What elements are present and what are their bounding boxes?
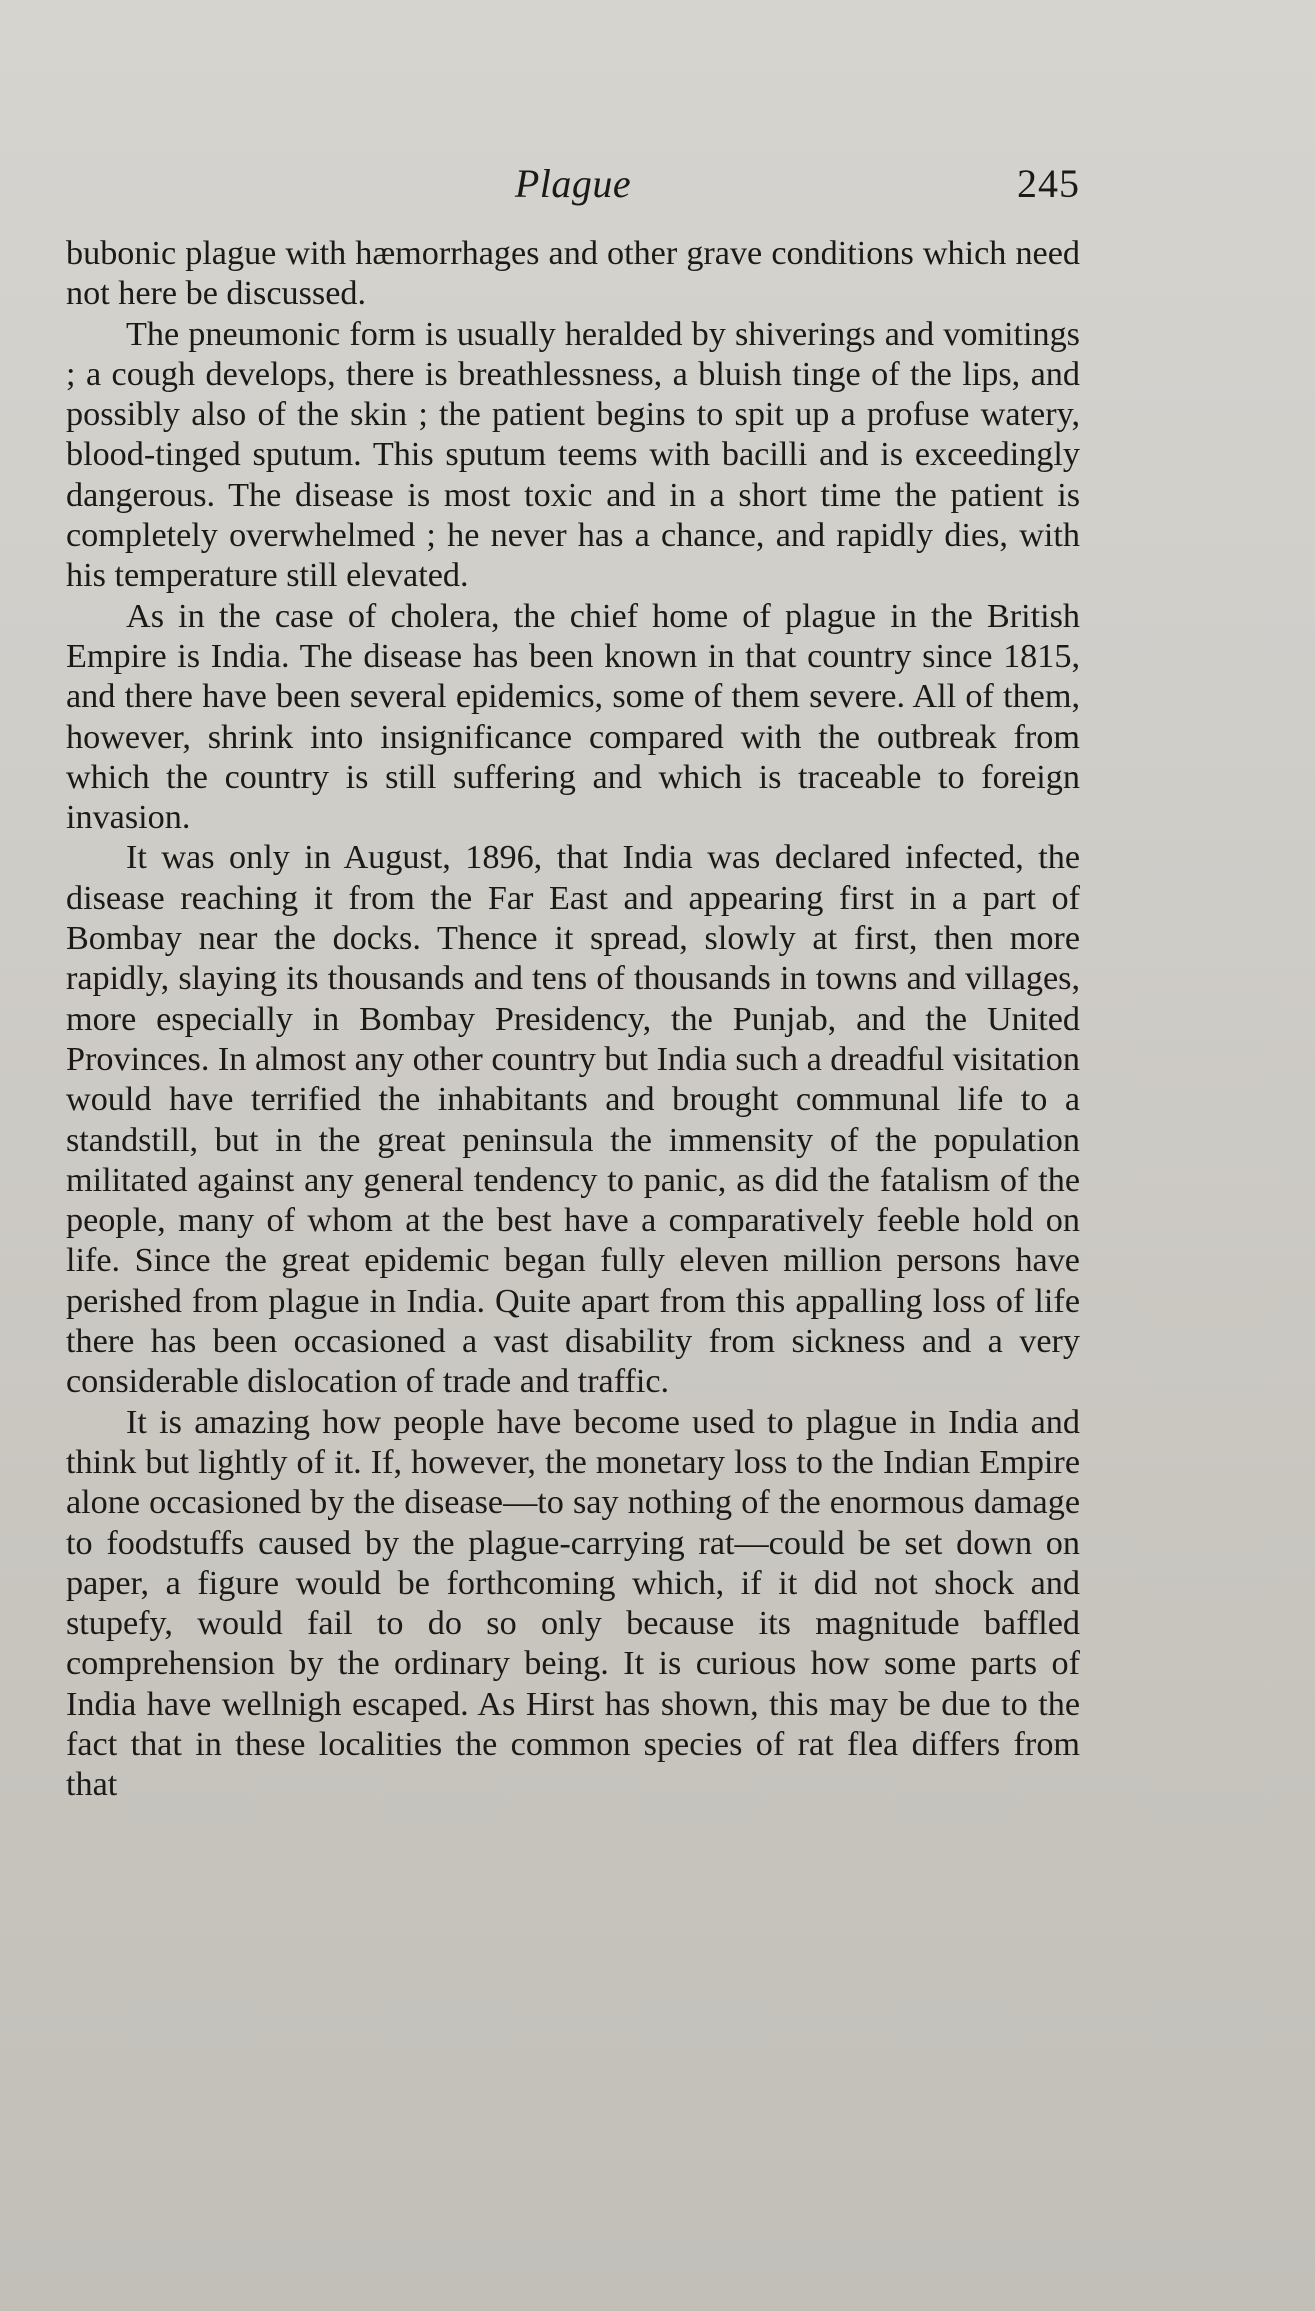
page-number: 245 — [1017, 161, 1080, 206]
paragraph-pneumonic-form: The pneumonic form is usually heralded by shiverings and vomitings ; a cough develops, there is breathlessness, a bluish tinge of the lips, and possibly also of the skin ; the patient begins to spit up a profuse watery, blood-tinged sputum. This sputum teems with bacilli and is exceedingly dangerous. The disease is most toxic and in a short time the patient is completely overwhelmed ; he never has a chance, and rapidly dies, with his temperature still elevated. — [66, 315, 1080, 595]
paragraph-monetary-loss: It is amazing how people have become used to plague in India and think but lightly of it. If, however, the monetary loss to the Indian Empire alone occasioned by the disease—to say nothing of the enormous damage to foodstuffs caused by the plague-carrying rat—could be set down on paper, a figure would be forthcoming which, if it did not shock and stupefy, would fail to do so only because its magnitude baffled comprehension by the ordinary being. It is curious how some parts of India have wellnigh escaped. As Hirst has shown, this may be due to the fact that in these localities the common species of rat flea differs from that — [66, 1403, 1080, 1804]
body-text — [66, 234, 1080, 1806]
paragraph-continuation: bubonic plague with hæmorrhages and other grave conditions which need not here be discussed. — [66, 235, 1080, 313]
paragraph-1896-epidemic: It was only in August, 1896, that India was declared infected, the disease reaching it from the Far East and appearing first in a part of Bombay near the docks. Thence it spread, slowly at first, then more rapidly, slaying its thousands and tens of thousands in towns and villages, more especially in Bombay Presidency, the Punjab, and the United Provinces. In almost any other country but India such a dreadful visitation would have terrified the inhabitants and brought communal life to a standstill, but in the great peninsula the immensity of the population militated against any general tendency to panic, as did the fatalism of the people, many of whom at the best have a comparatively feeble hold on life. Since the great epidemic began fully eleven million persons have perished from plague in India. Quite apart from this appalling loss of life there has been occasioned a vast disability from sickness and a very considerable dislocation of trade and traffic. — [66, 839, 1080, 1401]
running-head — [66, 160, 1080, 220]
paragraph-india-home: As in the case of cholera, the chief home of plague in the British Empire is India. The disease has been known in that country since 1815, and there have been several epidemics, some of them severe. All of them, however, shrink into insignificance compared with the outbreak from which the country is still suffering and which is traceable to foreign invasion. — [66, 597, 1080, 837]
running-title: Plague — [514, 161, 632, 206]
